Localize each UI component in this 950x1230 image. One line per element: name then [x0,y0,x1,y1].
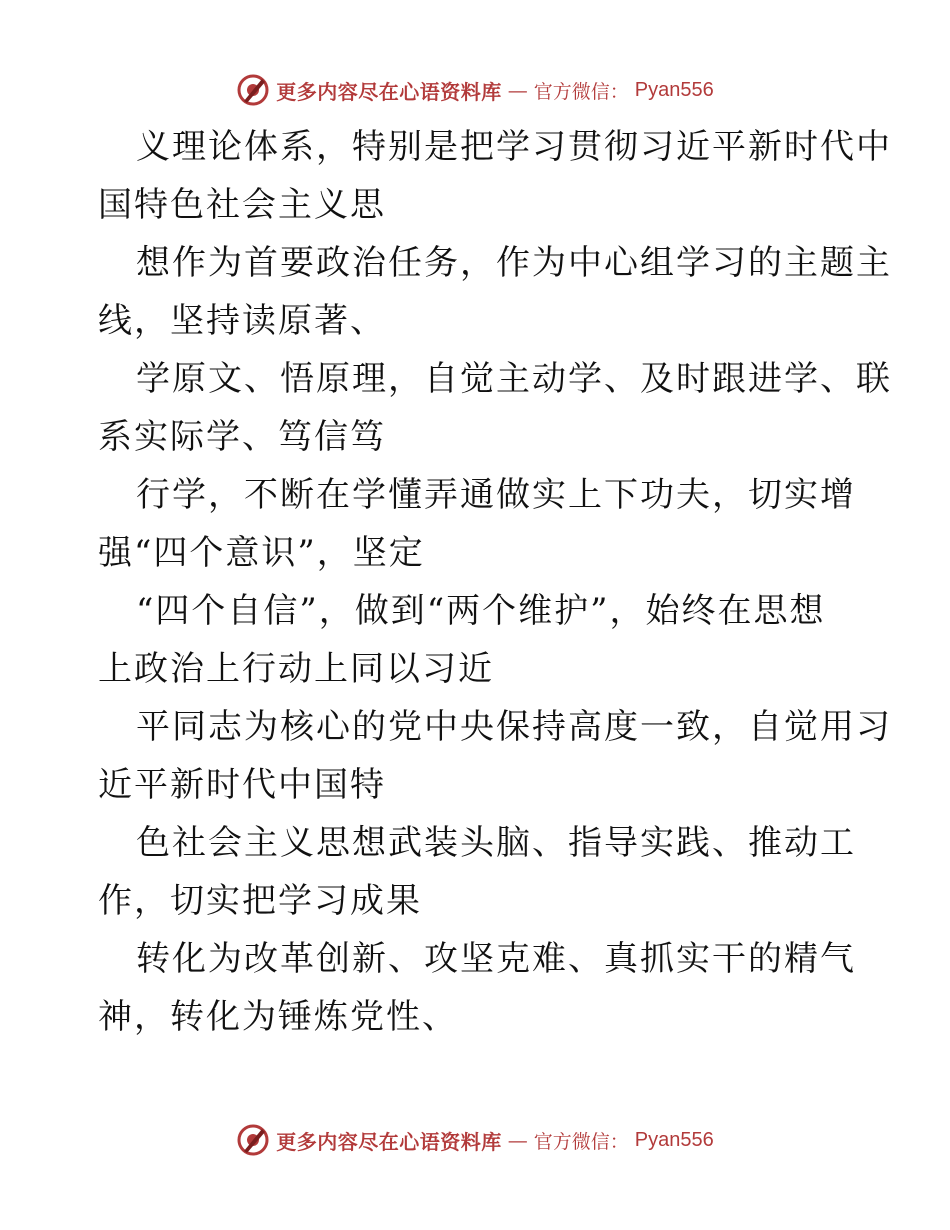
body-line: “四个自信”，做到“两个维护”，始终在思想 [136,591,826,631]
quill-logo-icon [236,1123,270,1157]
body-line: 平同志为核心的党中央保持高度一致，自觉用习 [136,707,892,747]
document-body [98,118,892,1046]
body-line: 神，转化为锤炼党性、 [98,997,458,1037]
body-line: 义理论体系，特别是把学习贯彻习近平新时代中 [136,127,892,167]
footer-separator: — [507,1128,528,1152]
body-line: 行学，不断在学懂弄通做实上下功夫，切实增 [136,475,856,515]
footer-banner [0,1120,950,1160]
body-line: 作，切实把学习成果 [98,881,422,921]
body-line: 色社会主义思想武装头脑、指导实践、推动工 [136,823,856,863]
header-banner [0,70,950,110]
body-line: 想作为首要政治任务，作为中心组学习的主题主 [136,243,892,283]
header-wechat-label: 官方微信： [533,80,629,103]
body-line: 上政治上行动上同以习近 [98,649,494,689]
quill-logo-icon [236,73,270,107]
body-line: 学原文、悟原理，自觉主动学、及时跟进学、联 [136,359,892,399]
body-line: 转化为改革创新、攻坚克难、真抓实干的精气 [136,939,856,979]
body-line: 线，坚持读原著、 [98,301,386,341]
footer-brand-text: 更多内容尽在心语资料库 [276,1129,502,1154]
body-line: 近平新时代中国特 [98,765,386,805]
footer-wechat-id: Pyan556 [634,1128,714,1151]
body-line: 国特色社会主义思 [98,185,386,225]
header-separator: — [507,78,528,102]
header-wechat-id: Pyan556 [634,78,714,101]
body-line: 系实际学、笃信笃 [98,417,386,457]
header-brand-text: 更多内容尽在心语资料库 [276,79,502,104]
body-line: 强“四个意识”，坚定 [98,533,425,573]
footer-wechat-label: 官方微信： [533,1130,629,1153]
